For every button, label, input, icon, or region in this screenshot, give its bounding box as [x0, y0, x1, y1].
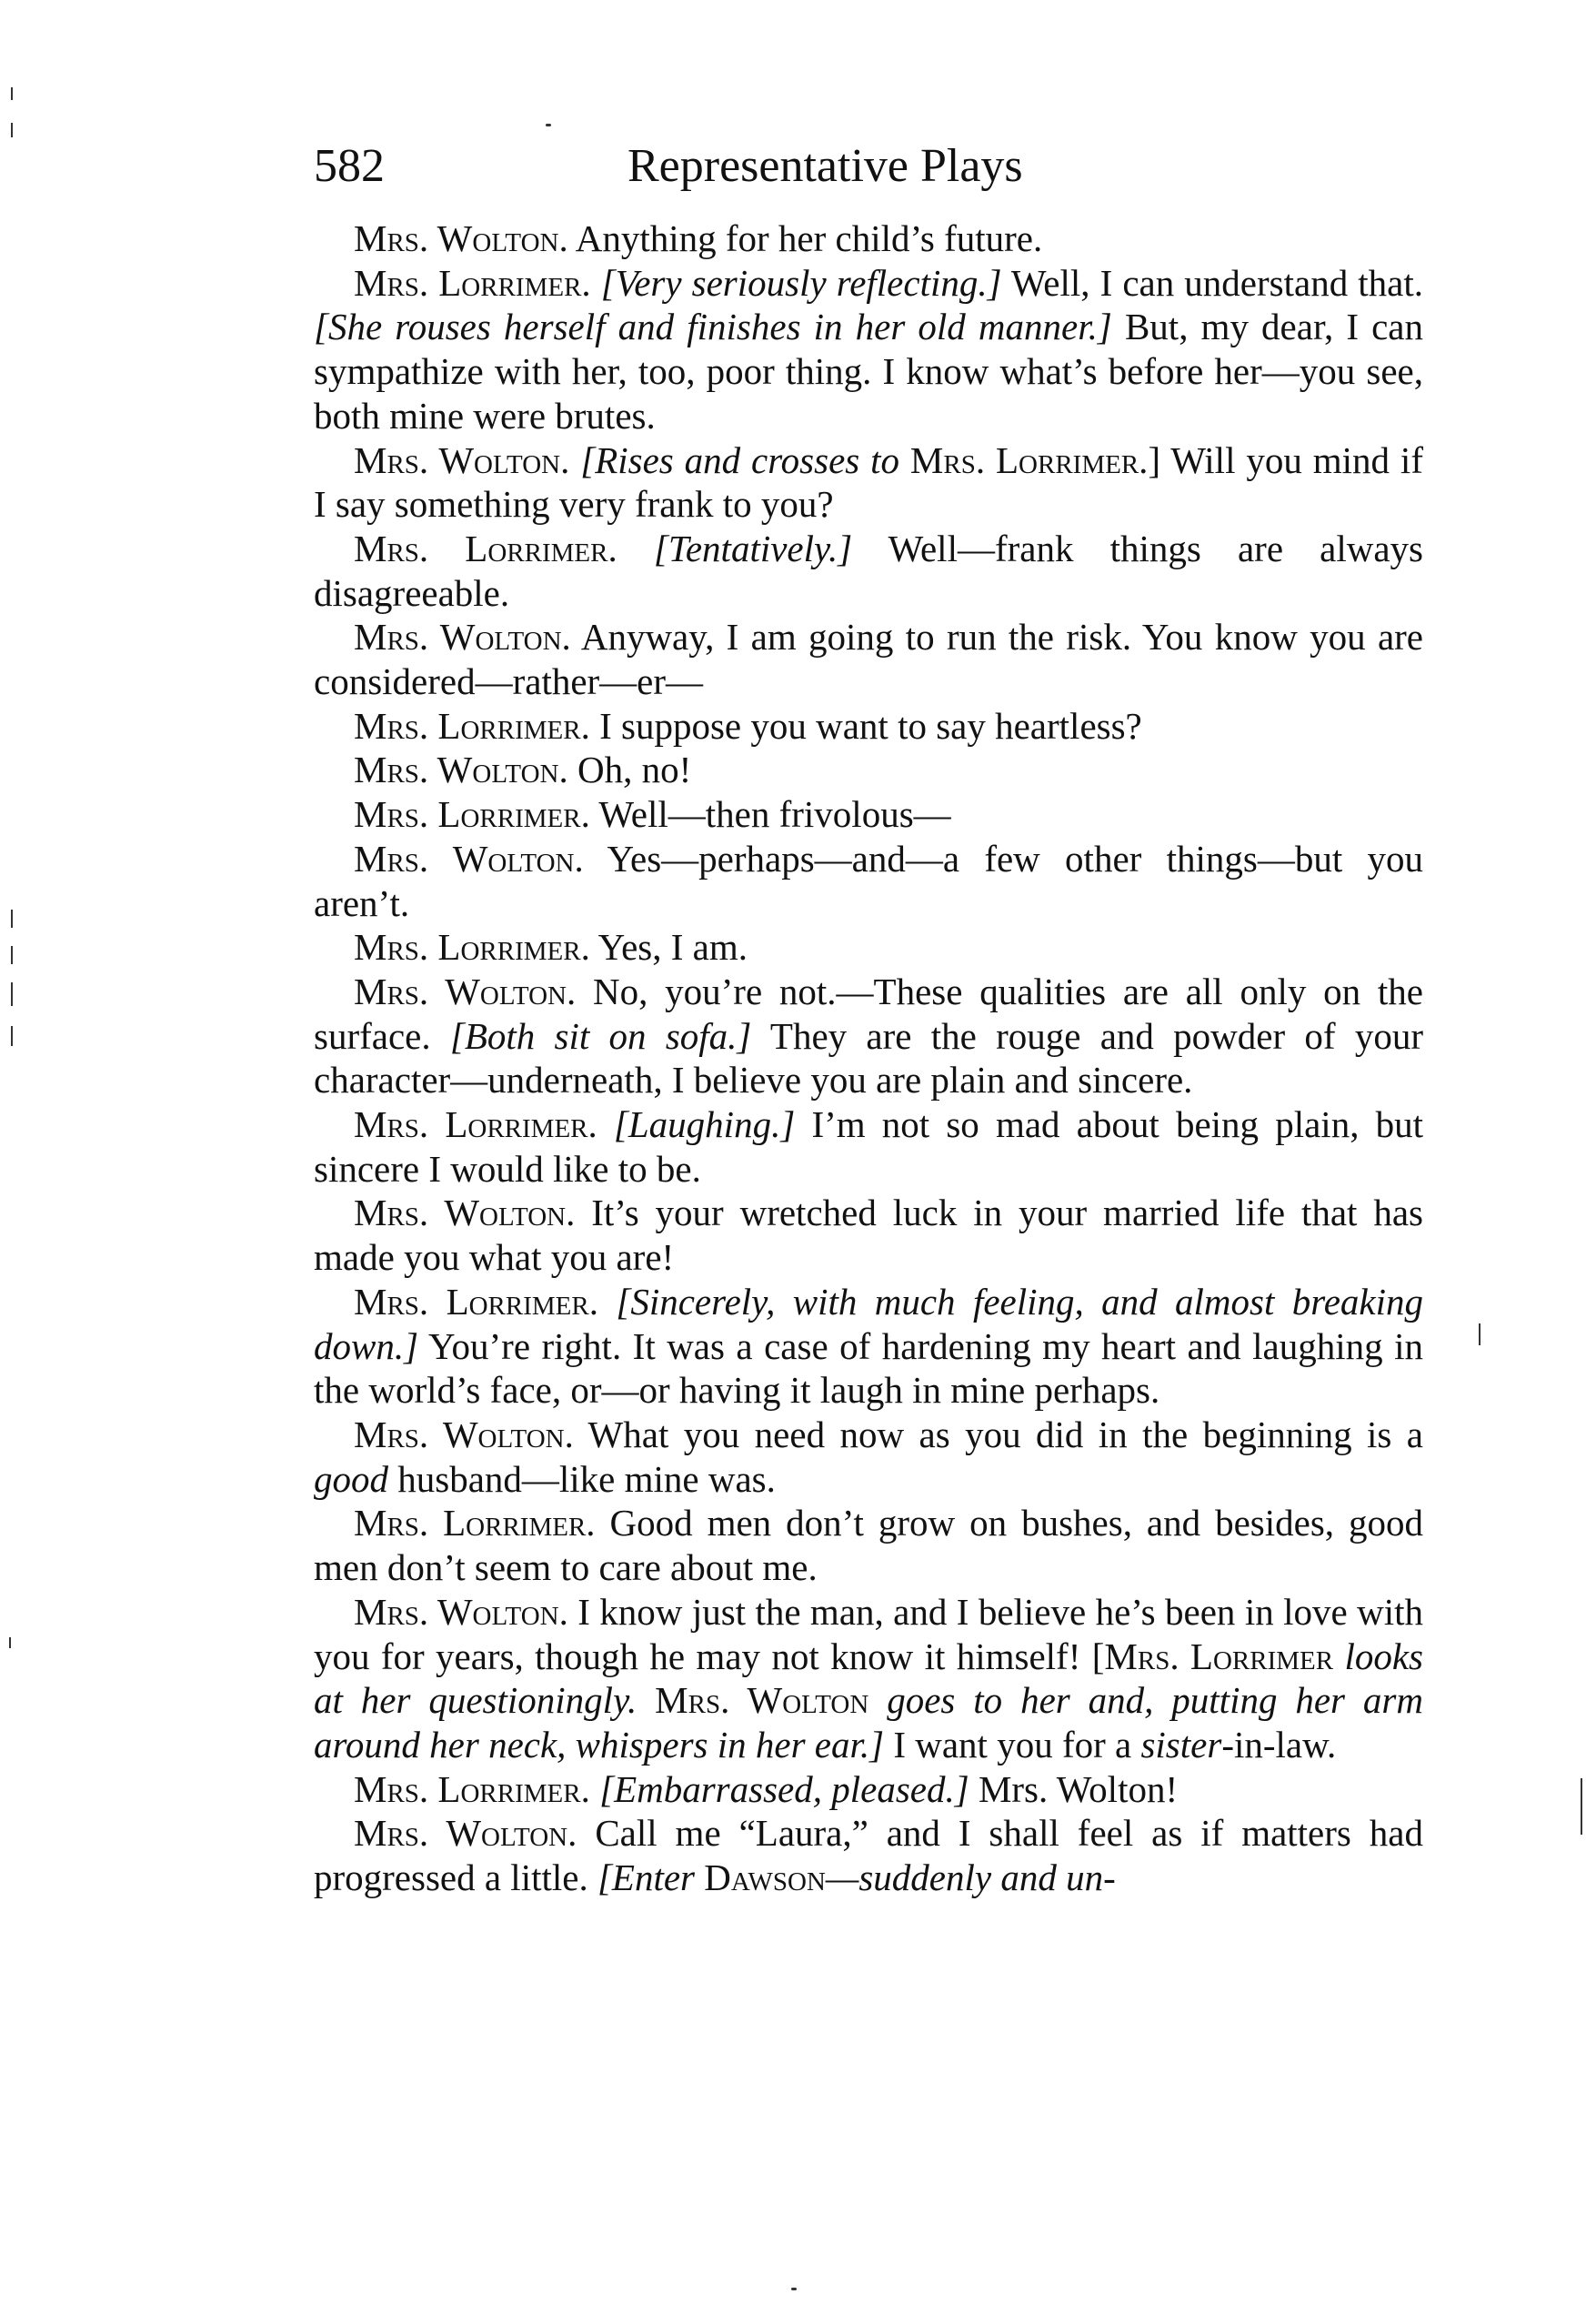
dialogue-text: husband—like mine was.: [388, 1457, 776, 1500]
stage-direction-name: Mrs. Lorrimer.: [909, 438, 1149, 481]
speech: [314, 970, 1423, 1102]
page-number: 582: [314, 140, 385, 192]
dialogue-text: Well, I can understand that.: [1001, 261, 1424, 304]
speech: [314, 1413, 1423, 1501]
stage-direction: [She rouses herself and finishes in her old manner.]: [314, 306, 1112, 348]
speech: [314, 748, 1423, 792]
stage-direction: looks at her questioningly.: [314, 1635, 1424, 1722]
dialogue-text: Anyway, I am going to run the risk. You know you are considered—rather—er—: [314, 616, 1423, 703]
dialogue-text: I’m not so mad about being plain, but sincere I would like to be.: [314, 1103, 1423, 1190]
dialogue-text: Will you mind if I say something very frank to you?: [314, 438, 1423, 526]
stage-direction: [Tentatively.]: [617, 527, 853, 569]
stage-direction: [Laughing.]: [597, 1103, 796, 1146]
speaker-name: Mrs. Wolton.: [354, 438, 570, 481]
emphasis-text: good: [314, 1457, 388, 1500]
speaker-name: Mrs. Lorrimer.: [354, 1767, 590, 1810]
scan-artifact: [9, 1637, 11, 1648]
page-header: [314, 135, 1423, 198]
speech: [314, 1767, 1423, 1812]
scan-artifact: [1479, 1323, 1481, 1345]
speech: [314, 527, 1423, 615]
speaker-name: Mrs. Lorrimer.: [354, 1280, 598, 1323]
speech: [314, 1191, 1423, 1279]
stage-direction: —suddenly and un-: [825, 1856, 1116, 1899]
speaker-name: Mrs. Lorrimer.: [354, 527, 617, 569]
speech: [314, 792, 1423, 837]
play-text: [314, 216, 1423, 1900]
dialogue-text: But, my dear, I can sympathize with her, too, poor thing. I know what’s before her—you see, both mine were brutes.: [314, 306, 1423, 437]
scan-artifact: [791, 2288, 797, 2290]
dialogue-text: Oh, no!: [567, 749, 692, 791]
speaker-name: Mrs. Lorrimer.: [354, 1502, 596, 1544]
scan-artifact: [546, 124, 551, 126]
scan-artifact: [11, 910, 13, 928]
dialogue-text: Call me “Laura,” and I shall feel as if matters had progressed a little.: [314, 1812, 1423, 1899]
stage-direction: [Sincerely, with much feeling, and almost breaking down.]: [314, 1280, 1423, 1367]
dialogue-text: Yes, I am.: [589, 926, 748, 969]
speech: [314, 261, 1423, 438]
stage-direction-bracket: [: [1091, 1635, 1105, 1677]
speaker-name: Mrs. Wolton.: [354, 1812, 577, 1855]
dialogue-text: Mrs. Wolton!: [969, 1767, 1179, 1810]
speech: [314, 1590, 1423, 1767]
stage-direction: [Very seriously reflecting.]: [590, 261, 1002, 304]
stage-direction: [Both sit on sofa.]: [449, 1014, 752, 1057]
speech: [314, 1280, 1423, 1413]
speaker-name: Mrs. Lorrimer.: [354, 793, 590, 836]
dialogue-text: I want you for a: [884, 1723, 1141, 1766]
dialogue-text: -in-law.: [1221, 1723, 1337, 1766]
dialogue-text: You’re right. It was a case of hardening my heart and laughing in the world’s face, or—or having it laugh in mine perhaps.: [314, 1324, 1423, 1412]
speech: [314, 704, 1423, 749]
scan-artifact: [11, 123, 13, 137]
stage-direction-bracket: ]: [1148, 438, 1161, 481]
running-title: Representative Plays: [627, 140, 1023, 192]
stage-direction-name: Mrs. Lorrimer: [1104, 1635, 1334, 1677]
speaker-name: Mrs. Wolton.: [354, 837, 584, 880]
scan-artifact: [11, 982, 13, 1006]
dialogue-text: It’s your wretched luck in your married life that has made you what you are!: [314, 1192, 1423, 1279]
speaker-name: Mrs. Wolton.: [354, 616, 571, 659]
speaker-name: Mrs. Wolton.: [354, 970, 577, 1012]
speech: [314, 837, 1423, 925]
dialogue-text: Yes—perhaps—and—a few other things—but you aren’t.: [314, 837, 1423, 924]
scan-artifact: [1581, 1778, 1582, 1835]
speaker-name: Mrs. Wolton.: [354, 1590, 568, 1633]
speaker-name: Mrs. Wolton.: [354, 217, 568, 259]
speech: [314, 1501, 1423, 1589]
stage-direction: [Embarrassed, pleased.]: [589, 1767, 969, 1810]
speaker-name: Mrs. Wolton.: [354, 1192, 576, 1234]
stage-direction: [Rises and crosses to: [569, 438, 910, 481]
speaker-name: Mrs. Lorrimer.: [354, 1103, 597, 1146]
speech: [314, 1102, 1423, 1191]
stage-direction: [Enter: [597, 1856, 705, 1899]
scan-artifact: [11, 87, 13, 100]
speech: [314, 615, 1423, 703]
dialogue-text: What you need now as you did in the beginning is a: [573, 1413, 1423, 1455]
speaker-name: Mrs. Lorrimer.: [354, 261, 591, 304]
dialogue-text: Anything for her child’s future.: [567, 217, 1043, 259]
dialogue-text: I suppose you want to say heartless?: [589, 704, 1142, 747]
emphasis-text: sister: [1140, 1723, 1222, 1766]
speech: [314, 438, 1423, 527]
speaker-name: Mrs. Wolton.: [354, 1413, 574, 1455]
speaker-name: Mrs. Lorrimer.: [354, 704, 590, 747]
dialogue-text: They are the rouge and powder of your character—underneath, I believe you are plain and sincere.: [314, 1014, 1423, 1102]
speaker-name: Mrs. Lorrimer.: [354, 926, 590, 969]
stage-direction-name: Dawson: [704, 1856, 826, 1899]
dialogue-text: Good men don’t grow on bushes, and besides, good men don’t seem to care about me.: [314, 1502, 1423, 1589]
speech: [314, 216, 1423, 261]
speech: [314, 1811, 1423, 1899]
dialogue-text: I know just the man, and I believe he’s been in love with you for years, though he may not know it himself!: [314, 1590, 1423, 1677]
speaker-name: Mrs. Wolton.: [354, 749, 568, 791]
dialogue-text: No, you’re not.—These qualities are all only on the surface.: [314, 970, 1423, 1057]
dialogue-text: Well—then frivolous—: [589, 793, 951, 836]
dialogue-text: Well—frank things are always disagreeable.: [314, 527, 1423, 614]
speech: [314, 925, 1423, 970]
stage-direction-name: Mrs. Wolton: [655, 1679, 869, 1722]
stage-direction: goes to her and, putting her arm around her neck, whispers in her ear.]: [314, 1679, 1423, 1766]
scan-artifact: [11, 946, 13, 964]
scan-artifact: [11, 1026, 13, 1046]
